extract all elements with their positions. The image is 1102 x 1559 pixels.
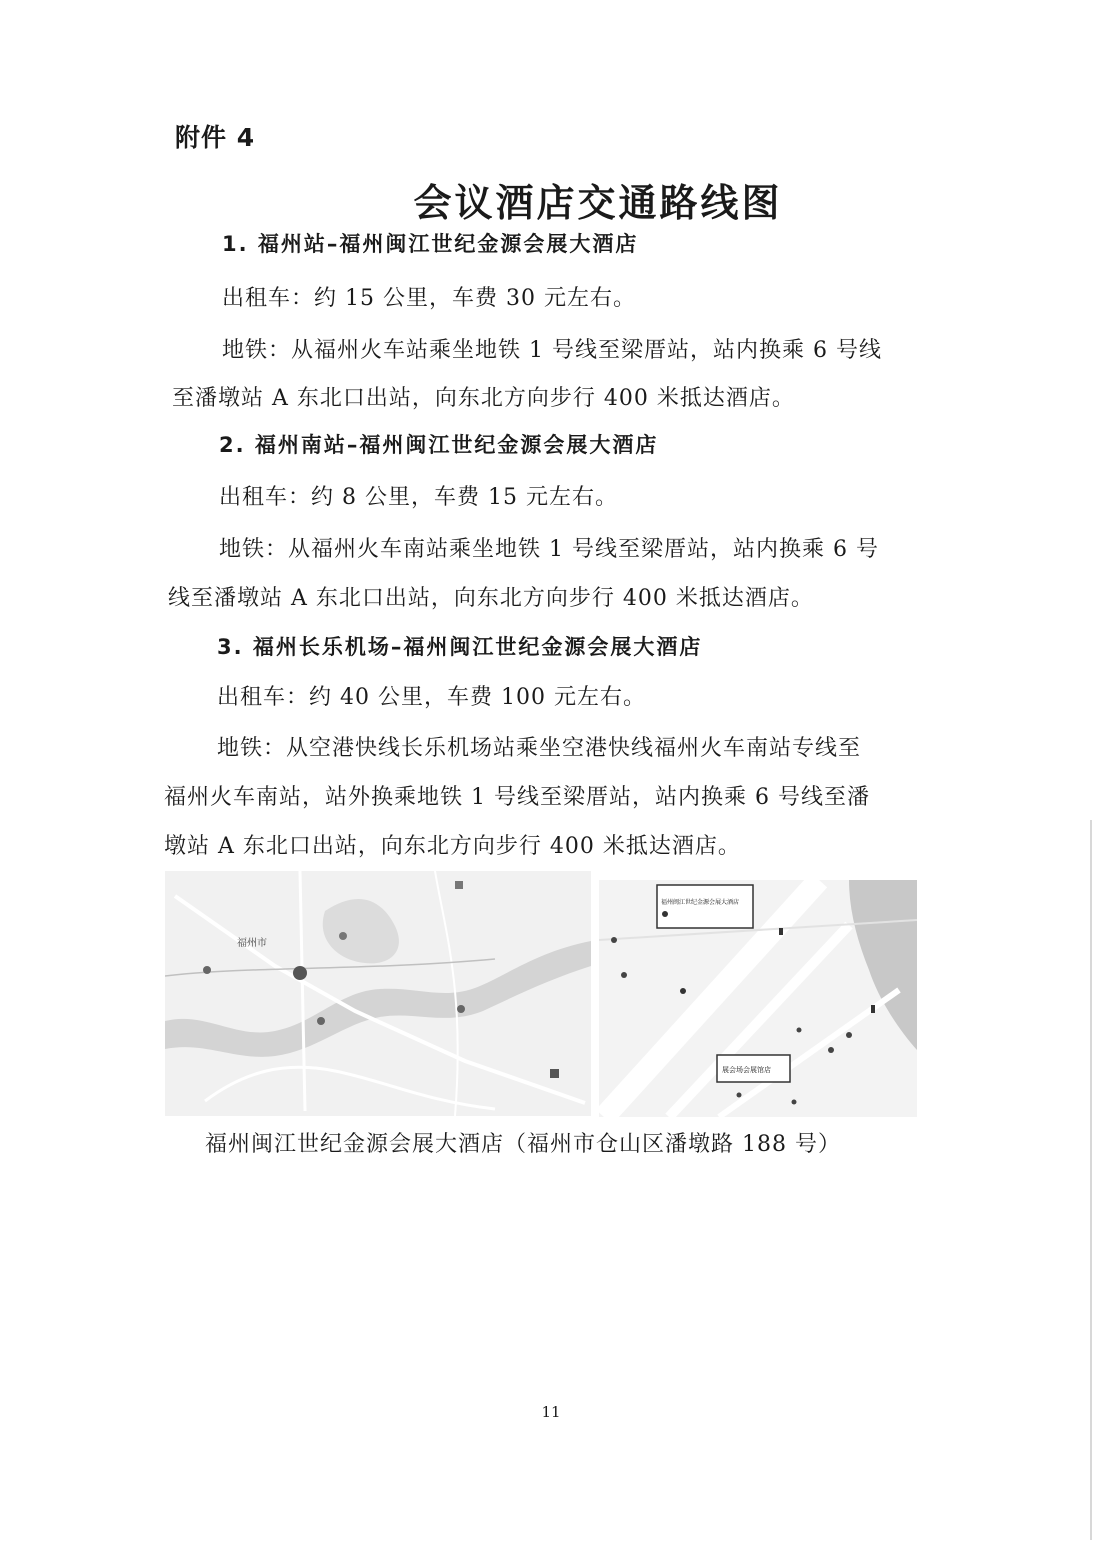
attachment-label: 附件 4 <box>175 123 256 152</box>
hotel-label-box <box>657 885 753 928</box>
hotel-map-label: 福州闽江世纪金源会展大酒店 <box>661 899 740 906</box>
poi-marker-icon <box>680 988 686 994</box>
poi-marker-icon <box>203 966 211 974</box>
hotel-marker-icon <box>293 966 307 980</box>
poi-marker-icon <box>317 1017 325 1025</box>
route-1-heading: 1. 福州站–福州闽江世纪金源会展大酒店 <box>222 232 639 256</box>
poi-marker-icon <box>846 1032 852 1038</box>
map-city-label: 福州市 <box>237 938 267 949</box>
page-title: 会议酒店交通路线图 <box>413 181 783 225</box>
route-2-metro-line-2: 线至潘墩站 A 东北口出站，向东北方向步行 400 米抵达酒店。 <box>168 586 814 611</box>
scan-edge-divider <box>1090 820 1092 1540</box>
route-3-metro-line-3: 墩站 A 东北口出站，向东北方向步行 400 米抵达酒店。 <box>164 834 741 859</box>
metro-station-icon <box>779 928 783 935</box>
poi-marker-icon <box>457 1005 465 1013</box>
detail-map-graphic <box>599 880 917 1117</box>
route-1-taxi: 出租车：约 15 公里，车费 30 元左右。 <box>222 286 636 311</box>
page-number: 11 <box>541 1403 561 1421</box>
route-1-metro-line-2: 至潘墩站 A 东北口出站，向东北方向步行 400 米抵达酒店。 <box>172 386 795 411</box>
poi-marker-icon <box>339 932 347 940</box>
poi-square-icon <box>550 1069 559 1078</box>
poi-marker-icon <box>621 972 627 978</box>
route-3-heading: 3. 福州长乐机场–福州闽江世纪金源会展大酒店 <box>217 635 703 659</box>
map-caption: 福州闽江世纪金源会展大酒店（福州市仓山区潘墩路 188 号） <box>205 1132 841 1157</box>
overview-map-graphic <box>165 871 591 1116</box>
route-2-taxi: 出租车：约 8 公里，车费 15 元左右。 <box>219 485 618 510</box>
poi-marker-icon <box>797 1028 802 1033</box>
route-3-metro-line-1: 地铁：从空港快线长乐机场站乘坐空港快线福州火车南站专线至 <box>217 736 862 761</box>
route-3-taxi: 出租车：约 40 公里，车费 100 元左右。 <box>217 685 646 710</box>
detail-map <box>599 880 917 1117</box>
route-1-metro-line-1: 地铁：从福州火车站乘坐地铁 1 号线至梁厝站，站内换乘 6 号线 <box>222 338 882 363</box>
overview-map <box>165 871 591 1116</box>
hotel-marker-icon <box>662 911 668 917</box>
poi-marker-icon <box>737 1093 742 1098</box>
route-2-metro-line-1: 地铁：从福州火车南站乘坐地铁 1 号线至梁厝站，站内换乘 6 号 <box>219 537 879 562</box>
poi-square-icon <box>455 881 463 889</box>
route-2-heading: 2. 福州南站–福州闽江世纪金源会展大酒店 <box>219 433 659 457</box>
metro-station-icon <box>871 1005 875 1013</box>
poi-marker-icon <box>611 937 617 943</box>
secondary-map-label: 展会场会展馆店 <box>722 1066 771 1074</box>
poi-marker-icon <box>792 1100 797 1105</box>
route-3-metro-line-2: 福州火车南站，站外换乘地铁 1 号线至梁厝站，站内换乘 6 号线至潘 <box>164 785 870 810</box>
poi-marker-icon <box>828 1047 834 1053</box>
